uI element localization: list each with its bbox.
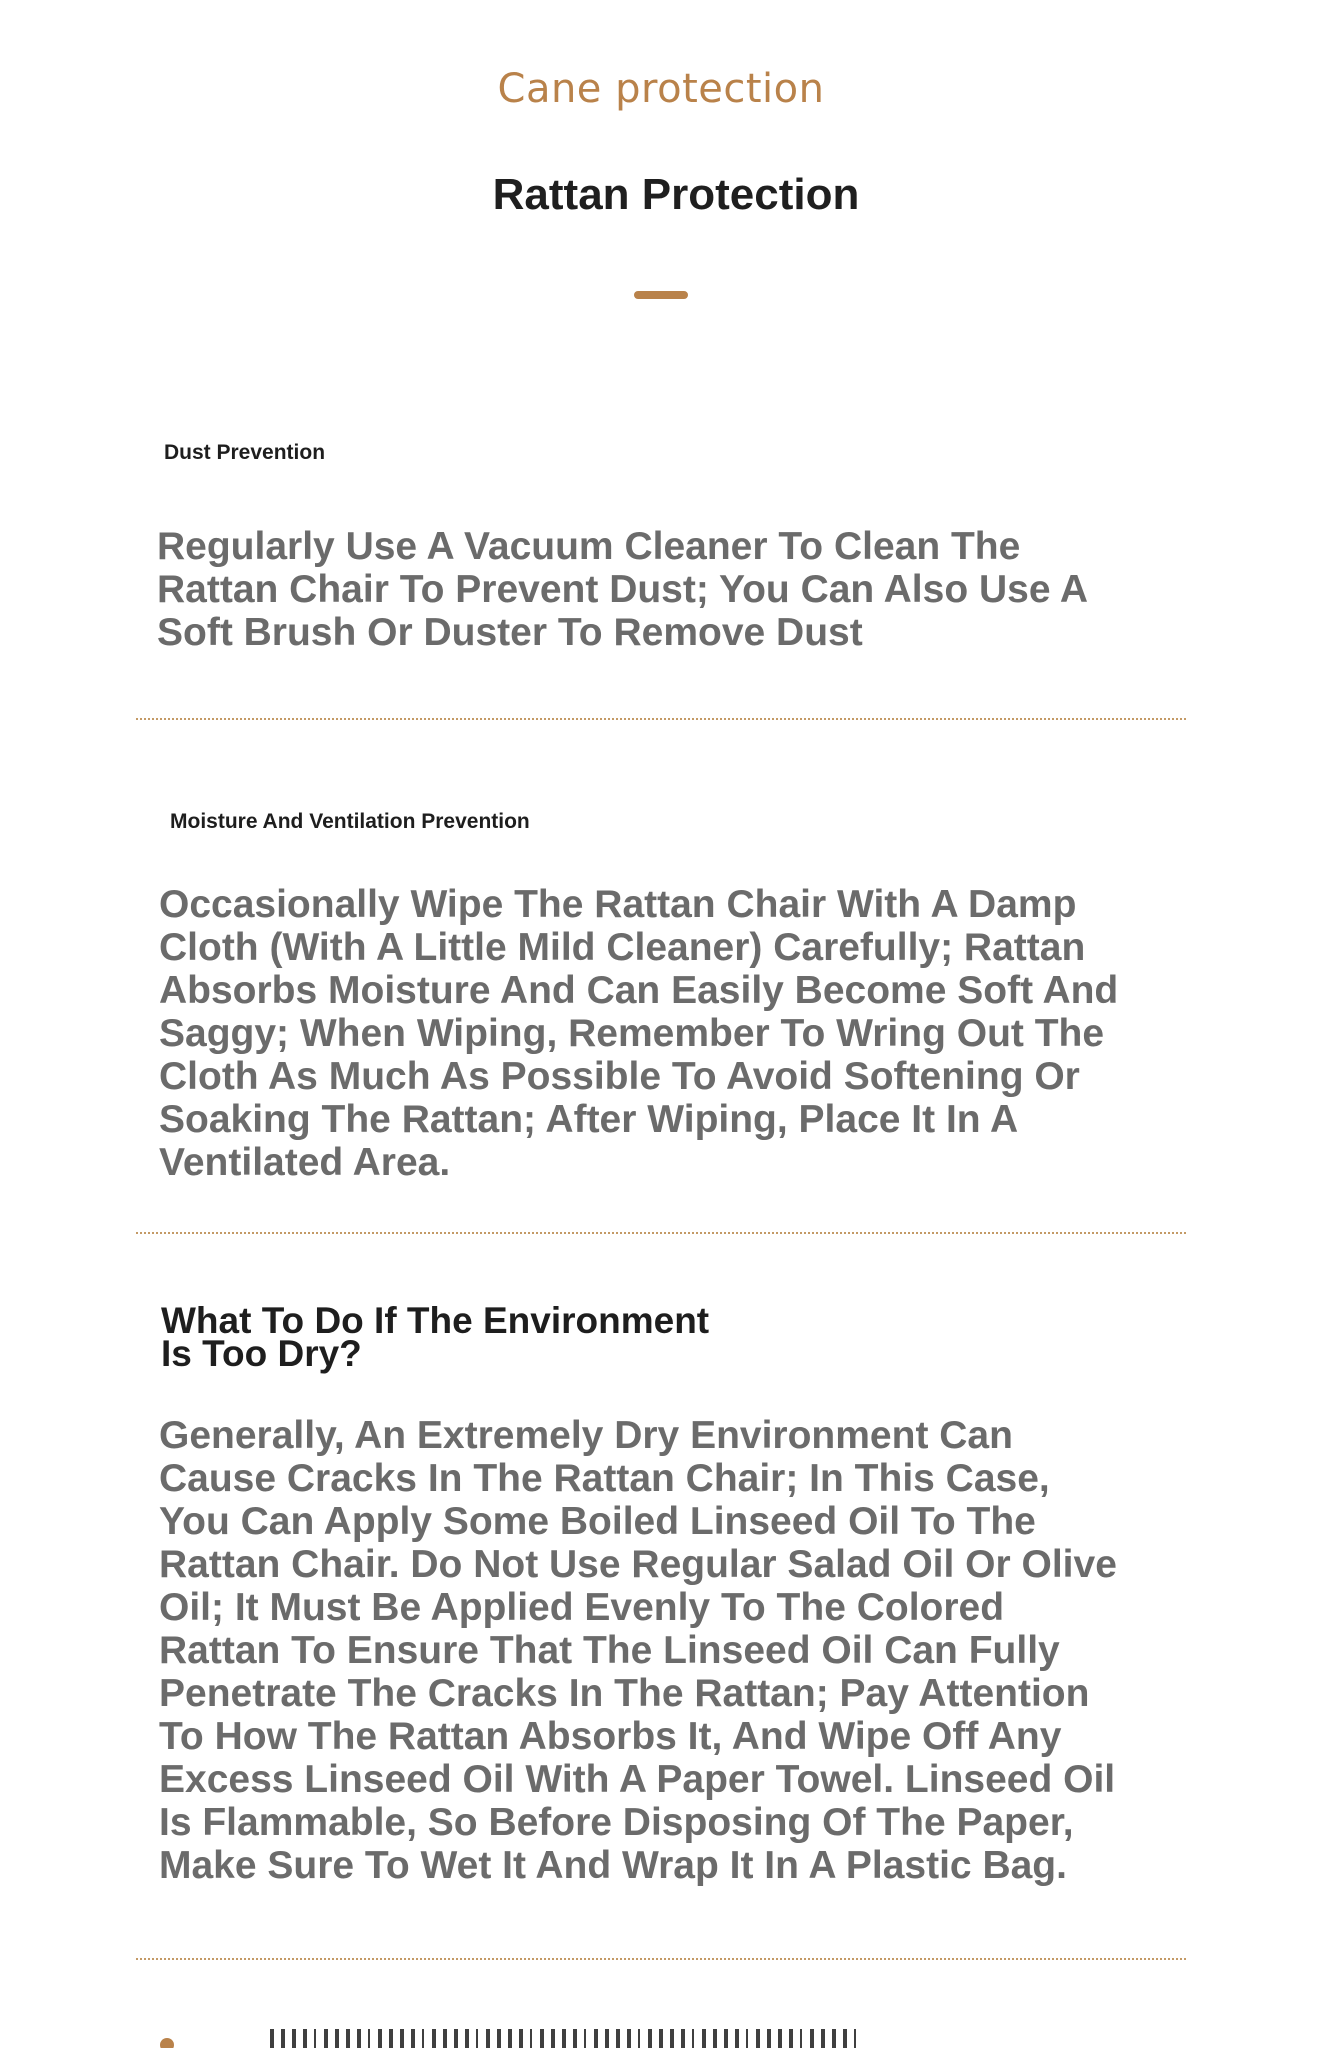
section-divider [136, 1958, 1186, 1960]
section-label-dry-environment: What To Do If The Environment Is Too Dry? [161, 1300, 710, 1374]
section-text-dry-environment: Generally, An Extremely Dry Environment Can Cause Cracks In The Rattan Chair; In This Case, You Can Apply Some Boiled Linseed Oil To The Rattan Chair. Do Not Use Regular Salad Oil Or Olive Oil; It Must Be Applied Evenly To The Colored Rattan To Ensure That The Linseed Oil Can Fully Penetrate The Cracks In The Rattan; Pay Attention To How The Rattan Absorbs It, And Wipe Off Any Excess Linseed Oil With A Paper Towel. Linseed Oil Is Flammable, So Before Disposing Of The Paper, Make Sure To Wet It And Wrap It In A Plastic Bag. [159, 1414, 1117, 1887]
next-section-heading-cropped [150, 2022, 1150, 2048]
section-divider [136, 1232, 1186, 1234]
page-subtitle: Cane protection [497, 66, 825, 112]
cropped-heading-glyphs [270, 2025, 1130, 2048]
section-divider [136, 718, 1186, 720]
section-label-moisture-ventilation: Moisture And Ventilation Prevention [170, 810, 530, 833]
section-label-dust-prevention: Dust Prevention [164, 441, 326, 464]
title-accent-bar [634, 291, 688, 299]
bullet-dot-icon [160, 2038, 174, 2048]
section-text-dust-prevention: Regularly Use A Vacuum Cleaner To Clean The Rattan Chair To Prevent Dust; You Can Also Use A Soft Brush Or Duster To Remove Dust [157, 525, 1087, 654]
section-text-moisture-ventilation: Occasionally Wipe The Rattan Chair With A Damp Cloth (With A Little Mild Cleaner) Carefully; Rattan Absorbs Moisture And Can Easily Become Soft And Saggy; When Wiping, Remember To Wring Out The Cloth As Much As Possible To Avoid Softening Or Soaking The Rattan; After Wiping, Place It In A Ventilated Area. [159, 883, 1119, 1184]
page-title: Rattan Protection [492, 170, 860, 219]
